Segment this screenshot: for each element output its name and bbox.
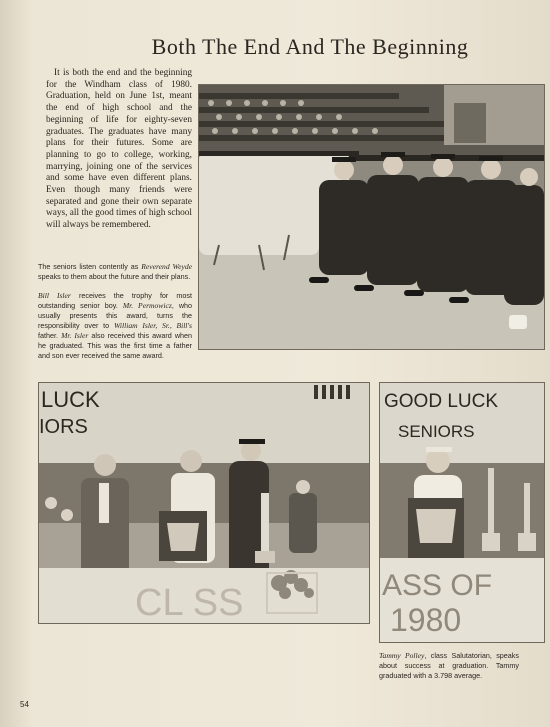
caption-text: also received this award when he graduated. This was the first time a father and son ever received the same award. (38, 331, 193, 360)
year-banner-text: 1980 (390, 602, 462, 638)
page-number: 54 (20, 700, 29, 709)
caption-name: Reverend Weyde (141, 262, 192, 271)
caption-salutatorian (379, 651, 519, 681)
photo-seniors-seated (198, 84, 545, 350)
caption-name: Mr. Permowicz (122, 301, 172, 310)
page-title: Both The End And The Beginning (151, 34, 469, 59)
intro-paragraph: It is both the end and the beginning for the Windham class of 1980. Graduation, held on June 1st, meant the end of high school and the beginning of life for eighty-seven graduates. The graduates have many plans for their futures. Some are planning to go to college, working, marrying, joining one of the services and some have even different plans. Even though many friends were separated and gone their own separate ways, all the good times of high school will always be remembered. (46, 68, 192, 231)
caption-name: Mr. Isler (61, 331, 89, 340)
caption-name: William Isler, Sr., Bill's (113, 321, 192, 330)
intro-text (46, 68, 192, 232)
photo-salutatorian-image (380, 383, 544, 642)
seniors-sign-text: IORS (39, 416, 88, 438)
caption-name: Tammy Polley (379, 651, 425, 660)
photo-seniors-seated-image (199, 85, 544, 349)
photo-salutatorian (379, 382, 545, 643)
caption-seniors-listen (38, 262, 192, 282)
seniors-sign-text: SENIORS (398, 422, 475, 441)
caption-text: , who usually presents this award, turns the responsibility over to (38, 301, 192, 330)
caption-text: father. (38, 331, 62, 340)
photo-trophy-presentation (38, 382, 370, 624)
good-luck-sign-text: GOOD LUCK (384, 391, 499, 412)
caption-text: speaks to them about the future and their plans. (38, 272, 191, 281)
luck-sign-text: LUCK (41, 387, 100, 412)
caption-name: Bill Isler (38, 291, 71, 300)
class-of-banner-text: ASS OF (382, 569, 493, 602)
caption-text: receives the trophy for most outstanding senior boy. (38, 291, 192, 310)
caption-text: , class Salutatorian, speaks about success at graduation. Tammy graduated with a 3.798 average. (379, 651, 519, 680)
caption-trophy (38, 291, 192, 361)
photo-trophy-image (39, 383, 369, 623)
caption-text: The seniors listen contently as (38, 262, 142, 271)
class-banner-text: CL SS (135, 582, 244, 623)
